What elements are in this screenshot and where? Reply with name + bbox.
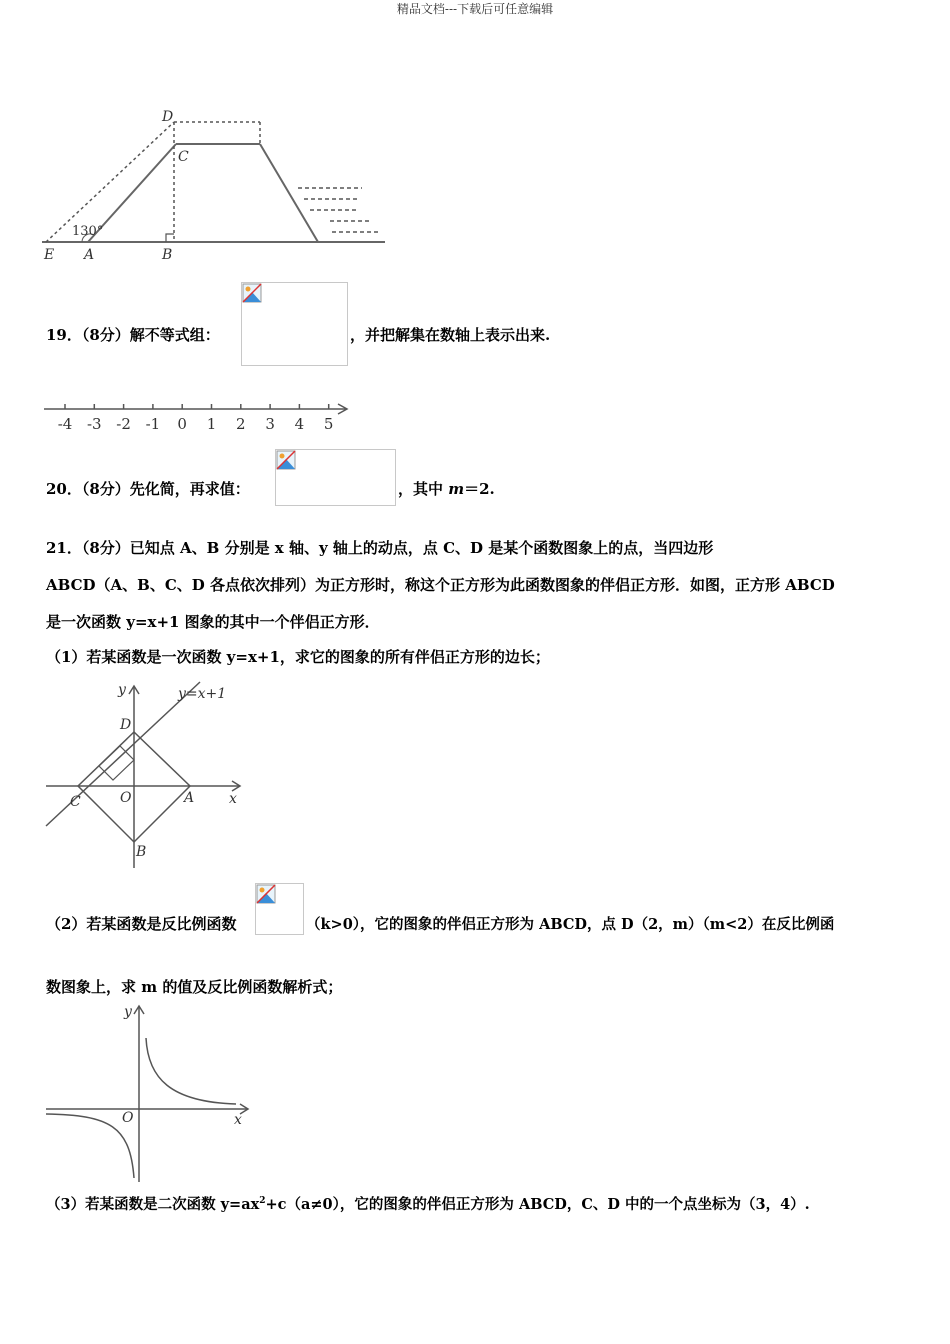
q20-prefix: 20．（8分）先化简，再求值： [46,480,250,498]
number-line-label: 4 [294,415,305,433]
label-A: A [84,247,95,263]
broken-image-icon [242,283,262,303]
number-line-label: -1 [145,415,161,433]
label-D: D [162,109,174,125]
square-figure [40,676,250,872]
number-line-label: -2 [116,415,131,433]
q21-part2-c: 数图象上，求 m 的值及反比例函数解析式； [46,978,343,996]
label-y: y [124,1004,132,1020]
broken-image-q19 [241,282,348,366]
label-E: E [44,247,55,263]
broken-image-part2 [255,883,304,935]
number-line-label: 5 [323,415,334,433]
q19-suffix: ，并把解集在数轴上表示出来. [350,326,551,344]
label-A: A [184,790,195,806]
q21-part1: （1）若某函数是一次函数 y=x+1，求它的图象的所有伴侣正方形的边长； [46,648,550,666]
number-line-label: 3 [265,415,275,433]
broken-image-q20 [275,449,396,506]
q20-suffix: ，其中 m＝2. [398,480,495,498]
broken-image-icon [276,450,296,470]
label-line: y=x+1 [178,686,227,702]
q21-part3: （3）若某函数是二次函数 $y=ax^2+c(a\ne 0)$，它的图象的伴侣正方形为 ABCD，C、D 中的一个点坐标为（3，4）. [46,1196,810,1213]
label-O: O [120,790,132,806]
q21-line2: ABCD（A、B、C、D 各点依次排列）为正方形时，称这个正方形为此函数图象的伴侣正方形．如图，正方形 ABCD [46,576,835,594]
label-D: D [120,717,132,733]
label-y: y [118,682,126,698]
q19-prefix: 19．（8分）解不等式组： [46,326,220,344]
q21-part2-b: （k>0），它的图象的伴侣正方形为 ABCD，点 D（2，m）（m<2）在反比例函 [306,916,835,933]
page-header: 精品文档---下载后可任意编辑 [396,2,554,16]
broken-image-icon [256,884,276,904]
label-C: C [178,149,189,165]
number-line-label: -4 [57,415,73,433]
number-line [40,398,356,434]
q21-line1: 21．（8分）已知点 A、B 分别是 x 轴、y 轴上的动点，点 C、D 是某个函数图象上的点，当四边形 [46,539,714,557]
hyperbola-figure [40,998,254,1184]
number-line-label: 2 [236,415,246,433]
number-line-label: 1 [206,415,217,433]
label-C: C [70,794,81,810]
q21-line3: 是一次函数 y=x+1 图象的其中一个伴侣正方形． [46,613,380,631]
number-line-label: 0 [177,415,187,433]
label-x: x [229,791,237,807]
label-B: B [162,247,173,263]
label-angle: 130° [72,224,104,239]
label-O: O [122,1110,134,1126]
q21-part2-a: （2）若某函数是反比例函数 [46,915,237,933]
label-B: B [136,844,147,860]
label-x: x [234,1112,242,1128]
number-line-label: -3 [86,415,102,433]
trapezoid-figure [40,104,390,266]
